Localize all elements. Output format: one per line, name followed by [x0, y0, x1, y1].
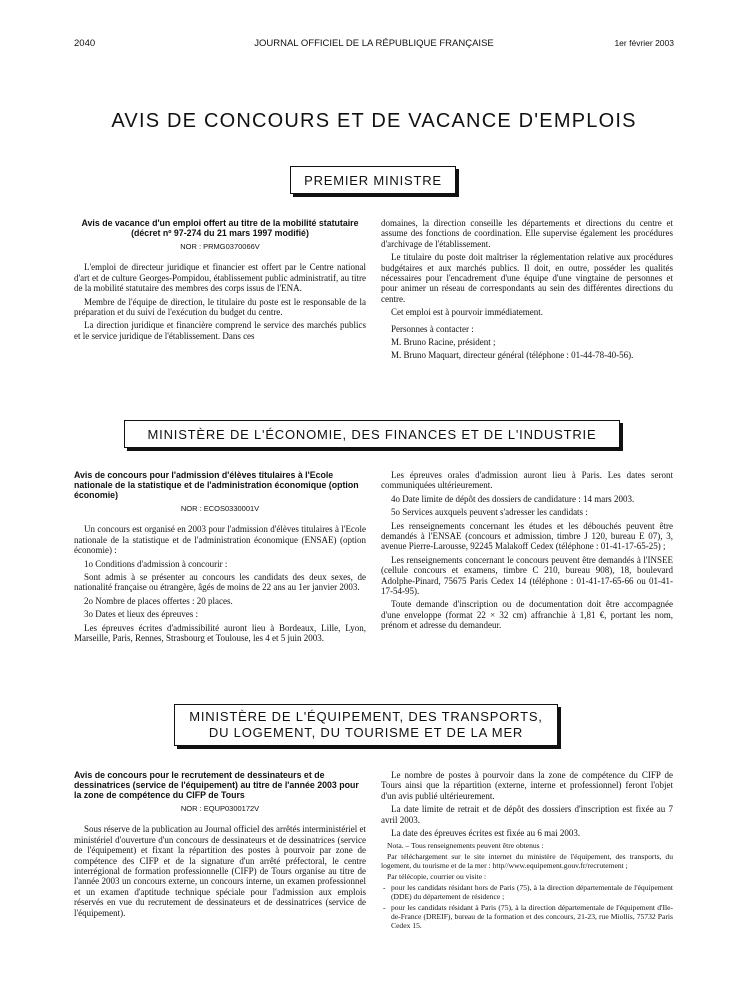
equipement-left-column [74, 770, 366, 921]
nor-reference: NOR : ECOS0330001V [180, 504, 260, 513]
paragraph: Un concours est organisé en 2003 pour l'admission d'élèves titulaires à l'Ecole nationale de la statistique et de l'administration économique (ENSAE) (option économie) : [74, 524, 366, 556]
paragraph: Le titulaire du poste doit maîtriser la réglementation relative aux procédures budgétaires et aux marchés publics. Il doit, en outre, posséder les qualités nécessaires pour l'encadrement d'une équipe d'une vingtaine de personnes et pour animer un réseau de correspondants au sein des différentes directions du centre. [381, 252, 673, 304]
paragraph: Le nombre de postes à pourvoir dans la zone de compétence du CIFP de Tours ainsi que la répartition (externe, interne et professionnel) feront l'objet d'un avis publié ultérieurement. [381, 770, 673, 801]
nor-reference: NOR : PRMG0370066V [180, 242, 260, 251]
notice-title: Avis de concours pour le recrutement de dessinateurs et de dessinatrices (service de l'équipement) au titre de l'année 2003 pour la zone de compétence du CIFP de Tours [74, 770, 359, 800]
paragraph: 3o Dates et lieux des épreuves : [84, 609, 198, 620]
notice-title: Avis de vacance d'un emploi offert au titre de la mobilité statutaire (décret nº 97-274 du 21 mars 1997 modifié) [81, 218, 359, 238]
paragraph: 4o Date limite de dépôt des dossiers de candidature : 14 mars 2003. [391, 493, 635, 504]
paragraph: La date des épreuves écrites est fixée au 6 mai 2003. [391, 828, 581, 839]
paragraph: Toute demande d'inscription ou de documentation doit être accompagnée d'une enveloppe (format 22 × 32 cm) affranchie à 1,81 €, portant les nom, prénom et adresse du demandeur. [381, 599, 673, 631]
paragraph: M. Bruno Maquart, directeur général (téléphone : 01-44-78-40-56). [391, 350, 634, 361]
note-paragraph: Nota. – Tous renseignements peuvent être obtenus : [387, 841, 544, 851]
notice-title: Avis de concours pour l'admission d'élèves titulaires à l'Ecole nationale de la statistique et de l'administration économique (option économie) [74, 470, 359, 500]
nor-reference: NOR : EQUP0300172V [180, 804, 260, 813]
section-heading-equipement [174, 704, 558, 746]
paragraph: La direction juridique et financière comprend le service des marchés publics et le service juridique de l'établissement. Dans ces [74, 320, 366, 341]
paragraph: 1o Conditions d'admission à concourir : [84, 558, 228, 569]
paragraph: Les épreuves orales d'admission auront lieu à Paris. Les dates seront communiquées ultérieurement. [381, 470, 673, 491]
paragraph: M. Bruno Racine, président ; [391, 337, 496, 348]
premier-ministre-right-column [381, 218, 673, 364]
paragraph: 2o Nombre de places offertes : 20 places. [84, 595, 233, 606]
note-block [381, 841, 673, 930]
paragraph: Cet emploi est à pourvoir immédiatement. [391, 307, 543, 318]
section-heading-text: MINISTÈRE DE L'ÉCONOMIE, DES FINANCES ET DE L'INDUSTRIE [147, 426, 597, 442]
section-heading-text: PREMIER MINISTRE [304, 172, 442, 188]
note-paragraph: Par télécopie, courrier ou visite : [387, 872, 487, 882]
paragraph: Les épreuves écrites d'admissibilité auront lieu à Bordeaux, Lille, Lyon, Marseille, Paris, Rennes, Strasbourg et Toulouse, les 4 et 5 juin 2003. [74, 622, 366, 644]
page-number: 2040 [74, 38, 96, 49]
paragraph: Membre de l'équipe de direction, le titulaire du poste est le responsable de la préparation et du suivi de l'exécution du budget du centre. [74, 296, 366, 318]
main-title: AVIS DE CONCOURS ET DE VACANCE D'EMPLOIS [111, 110, 637, 132]
equipement-right-column [381, 770, 673, 932]
section-heading-line: DU LOGEMENT, DU TOURISME ET DE LA MER [208, 725, 524, 740]
paragraph: L'emploi de directeur juridique et financier est offert par le Centre national d'art et de culture Georges-Pompidou, établissement public administratif, au titre de la mobilité statutaire des membres des corps issus de l'ENA. [74, 262, 366, 294]
paragraph: Sont admis à se présenter au concours les candidats des deux sexes, de nationalité française ou étrangère, âgés de moins de 22 ans au 1er janvier 2003. [74, 572, 366, 593]
issue-date: 1er février 2003 [614, 38, 674, 48]
section-heading-line: MINISTÈRE DE L'ÉQUIPEMENT, DES TRANSPORTS, [189, 709, 543, 724]
paragraph: La date limite de retrait et de dépôt des dossiers d'inscription est fixée au 7 avril 2003. [381, 804, 673, 825]
note-paragraph: Par téléchargement sur le site internet du ministère de l'équipement, des transports, du logement, du tourisme et de la mer : http//www.equipement.gouv.fr/recrutement ; [381, 852, 673, 871]
section-heading-premier-ministre [290, 166, 456, 194]
section-heading-economie [124, 420, 620, 448]
page-header [74, 38, 674, 52]
note-list-item: - pour les candidats résidant hors de Paris (75), à la direction départementale de l'équipement (DDE) du département de résidence ; [381, 883, 673, 901]
paragraph: Les renseignements concernant les études et les débouchés peuvent être demandés à l'ENSAE (concours et admission, timbre J 120, bureau E 07), 3, avenue Pierre-Larousse, 92245 Malakoff Cedex (téléphone : 01-41-17-65-25) ; [381, 520, 673, 552]
economie-left-column [74, 470, 366, 646]
paragraph: Personnes à contacter : [391, 323, 474, 334]
premier-ministre-left-column [74, 218, 366, 344]
paragraph: domaines, la direction conseille les départements et directions du centre et assume des fonctions de coordination. Elle supervise également les procédures d'archivage de l'établissement. [381, 218, 673, 249]
note-list-item: - pour les candidats résidant à Paris (75), à la direction départementale de l'équipement d'Ile-de-France (DREIF), bureau de la formation et des concours, 21-23, rue Miollis, 75732 Paris Cedex 15. [381, 903, 673, 930]
journal-title: JOURNAL OFFICIEL DE LA RÉPUBLIQUE FRANÇAISE [254, 38, 494, 49]
paragraph: Sous réserve de la publication au Journal officiel des arrêtés interministériel et ministériel d'ouverture d'un concours de dessinateurs et de dessinatrices (service de l'équipement) et fixant la répartition des postes à pourvoir par zone de compétence des CIFP et de la signature d'un arrêté préfectoral, le centre interrégional de formation professionnelle (CIFP) de Tours organise au titre de l'année 2003 un concours externe, un concours interne, un examen professionnel et un examen d'aptitude technique spéciale pour l'admission aux emplois réservés en vue du recrutement de dessinateurs et de dessinatrices (service de l'équipement). [74, 824, 366, 918]
paragraph: Les renseignements concernant le concours peuvent être demandés à l'INSEE (cellule concours et examens, timbre C 210, bureau 908), 18, boulevard Adolphe-Pinard, 75675 Paris Cedex 14 (téléphone : 01-41-17-65-66 ou 01-41-17-54-95). [381, 554, 673, 597]
economie-right-column [381, 470, 673, 634]
paragraph: 5o Services auxquels peuvent s'adresser les candidats : [391, 507, 588, 518]
